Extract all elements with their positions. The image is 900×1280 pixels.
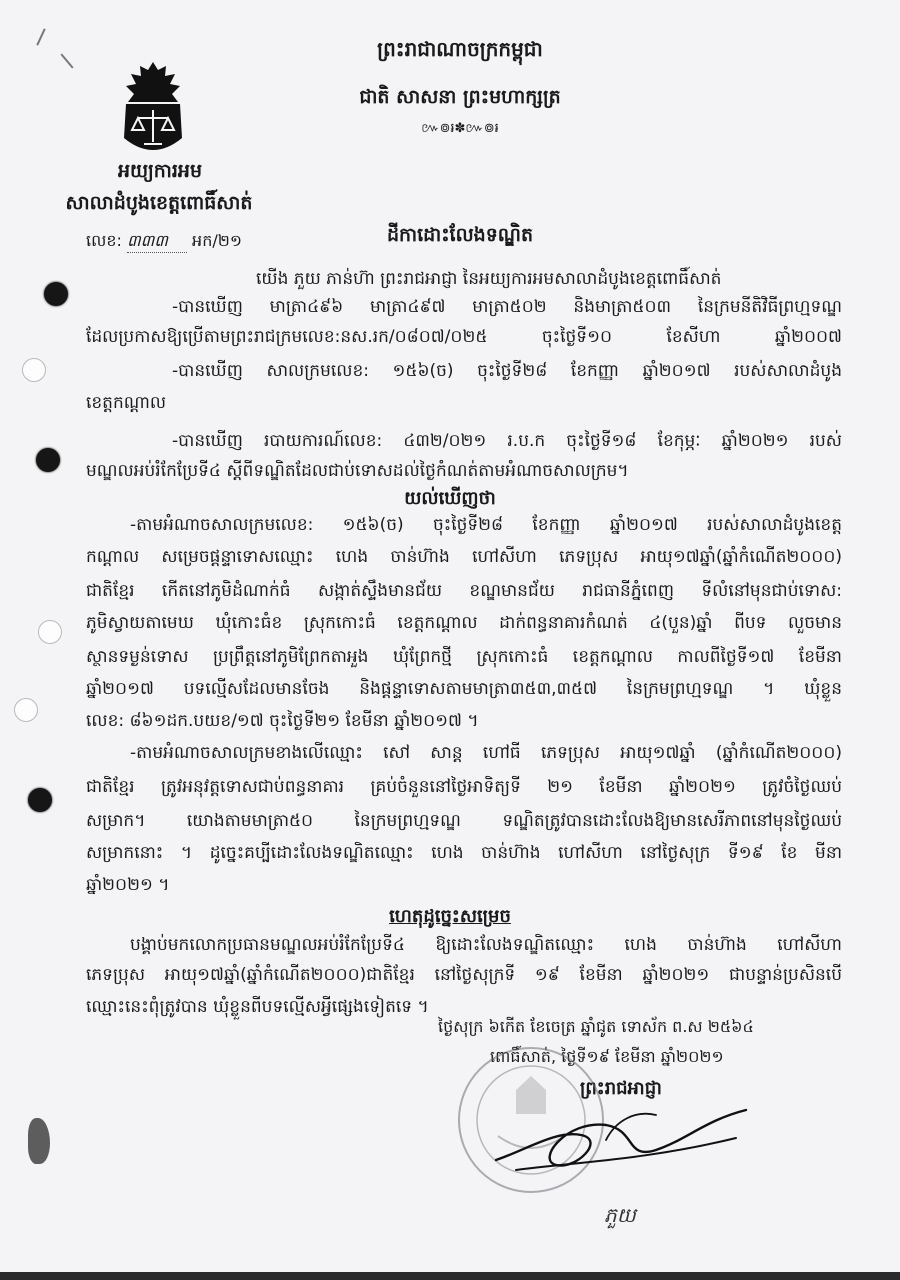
section-heading: ហេតុដូច្នេះសម្រេច	[389, 906, 511, 927]
body-line: ស្ថានទម្ងន់ទោស ប្រព្រឹត្តនៅភូមិព្រែកតាអួង ឃុំព្រែកថ្មី ស្រុកកោះធំ ខេត្តកណ្តាល កាលពីថ្ងៃទី១៧ ខែមីនា	[86, 647, 842, 667]
body-line: ភេទប្រុស អាយុ១៧ឆ្នាំ(ឆ្នាំកំណើត២០០០)ជាតិខ្មែរ នៅថ្ងៃសុក្រទី ១៩ ខែមីនា ឆ្នាំ២០២១ ជាបន្ទាន់ប្រសិនបើ	[86, 965, 842, 985]
kingdom-title: ព្រះរាជាណាចក្រកម្ពុជា	[377, 37, 543, 61]
body-line: កណ្ដាល សម្រេចផ្តន្ទាទោសឈ្មោះ ហេង ចាន់ហ៊ាង ហៅសីហា ភេទប្រុស អាយុ១៧ឆ្នាំ(ឆ្នាំកំណើត២០០០)	[86, 547, 842, 567]
body-line: ដែលប្រកាសឱ្យប្រើតាមព្រះរាជក្រមលេខ:នស.រក/០៨០៧/០២៥ ចុះថ្ងៃទី១០ ខែសីហា ឆ្នាំ២០០៧	[86, 327, 842, 347]
punch-hole	[36, 448, 60, 472]
punch-hole	[28, 788, 52, 812]
scan-mark	[28, 1118, 50, 1164]
ornament: ៚៙៛✽៚៙៛	[421, 121, 499, 136]
body-line: -តាមអំណាចសាលក្រមលេខ: ១៥៦(ច) ចុះថ្ងៃទី២៨ ខែកញ្ញា ឆ្នាំ២០១៧ របស់សាលាដំបូងខេត្ត	[130, 515, 842, 535]
handwritten-signature	[486, 1090, 766, 1180]
body-line: សម្រាកនោះ ។ ដូច្នេះគប្បីដោះលែងទណ្ឌិតឈ្មោះ ហេង ចាន់ហ៊ាង ហៅសីហា នៅថ្ងៃសុក្រ ទី១៩ ខែ មីនា	[86, 843, 842, 863]
punch-hole	[22, 358, 46, 382]
body-line: -បានឃើញ របាយការណ៍លេខ: ៤៣២/០២១ រ.ប.ក ចុះថ្ងៃទី១៨ ខែកុម្ភៈ ឆ្នាំ២០២១ របស់	[172, 431, 842, 451]
body-line: លេខ: ៨៦១ដក.បយខ/១៧ ចុះថ្ងៃទី២១ ខែមីនា ឆ្នាំ២០១៧ ។	[86, 711, 479, 731]
body-line: ឈ្មោះនេះពុំត្រូវបាន ឃុំខ្លួនពីបទល្មើសអ្វីផ្សេងទៀតទេ ។	[86, 997, 429, 1017]
ref-number: ៣៣៣	[127, 230, 187, 253]
body-line: -បានឃើញ មាត្រា៤៩៦ មាត្រា៤៩៧ មាត្រា៥០២ និងមាត្រា៥០៣ នៃក្រមនីតិវិធីព្រហ្មទណ្ឌ	[172, 297, 842, 317]
body-line: ជាតិខ្មែរ ត្រូវអនុវត្តទោសជាប់ពន្ធនាគារ គ្រប់ចំនួននៅថ្ងៃអាទិត្យទី ២១ ខែមីនា ឆ្នាំ២០២១ ត្រូវចំថ្ងៃឈប់	[86, 777, 842, 797]
body-line: មណ្ឌលអប់រំកែប្រែទី៤ ស្តីពីទណ្ឌិតដែលជាប់ទោសដល់ថ្ងៃកំណត់តាមអំណាចសាលក្រម។	[86, 461, 629, 481]
ref-prefix: លេខ:	[86, 231, 122, 250]
ministry-emblem	[118, 58, 188, 168]
punch-hole	[38, 620, 62, 644]
body-line: សម្រាក។ យោងតាមមាត្រា៥០ នៃក្រមព្រហ្មទណ្ឌ ទណ្ឌិតត្រូវបានដោះលែងឱ្យមានសេរីភាពនៅមុនថ្ងៃឈប់	[86, 811, 842, 831]
office-name-line1: អយ្យការអម	[117, 160, 203, 182]
body-line: បង្គាប់មកលោកប្រធានមណ្ឌលអប់រំកែប្រែទី៤ ឱ្យដោះលែងទណ្ឌិតឈ្មោះ ហេង ចាន់ហ៊ាង ហៅសីហា	[130, 935, 842, 955]
place-date: ពោធិ៍សាត់, ថ្ងៃទី១៩ ខែមីនា ឆ្នាំ២០២១	[490, 1047, 724, 1066]
signer-initial: ភួយ	[604, 1203, 636, 1227]
reference-number	[86, 230, 242, 253]
document-title: ដីកាដោះលែងទណ្ឌិត	[386, 224, 534, 246]
body-line: -បានឃើញ សាលក្រមលេខ: ១៥៦(ច) ចុះថ្ងៃទី២៨ ខែកញ្ញា ឆ្នាំ២០១៧ របស់សាលាដំបូង	[172, 361, 842, 381]
body-line: ភូមិស្វាយតាមេឃ ឃុំកោះធំខ ស្រុកកោះធំ ខេត្តកណ្តាល ដាក់ពន្ធនាគារកំណត់ ៤(បួន)ឆ្នាំ ពីបទ លួចមាន	[86, 613, 842, 633]
lunar-date: ថ្ងៃសុក្រ ៦កើត ខែចេត្រ ឆ្នាំជូត ទោស័ក ព.ស ២៥៦៤	[438, 1017, 754, 1036]
office-name-line2: សាលាដំបូងខេត្តពោធិ៍សាត់	[65, 192, 253, 214]
punch-hole	[14, 698, 38, 722]
ref-suffix: អក/២១	[192, 231, 242, 250]
punch-hole	[44, 282, 68, 306]
national-motto: ជាតិ សាសនា ព្រះមហាក្សត្រ	[359, 86, 561, 108]
body-line: ឆ្នាំ២០២១ ។	[86, 875, 170, 895]
section-heading: យល់ឃើញថា	[404, 488, 496, 509]
body-line: ឆ្នាំ២០១៧ បទល្មើសដែលមានចែង និងផ្តន្ទាទោសតាមមាត្រា៣៥៣,៣៥៧ នៃក្រមព្រហ្មទណ្ឌ ។ ឃុំខ្លួន	[86, 679, 842, 699]
body-line: ជាតិខ្មែរ កើតនៅភូមិដំណាក់ធំ សង្កាត់ស្ទឹងមានជ័យ ខណ្ឌមានជ័យ រាជធានីភ្នំពេញ ទីលំនៅមុនជាប់ទោស:	[86, 581, 842, 601]
signatory-role: ព្រះរាជអាជ្ញា	[580, 1078, 662, 1099]
body-line: -តាមអំណាចសាលក្រមខាងលើឈ្មោះ សៅ សាន្ត ហៅធី ភេទប្រុស អាយុ១៧ឆ្នាំ (ឆ្នាំកំណើត២០០០)	[130, 743, 842, 763]
scan-mark	[36, 28, 45, 45]
scan-mark	[60, 53, 73, 68]
intro-line: យើង ភួយ ភាន់ហ៊ា ព្រះរាជអាជ្ញា នៃអយ្យការអមសាលាដំបូងខេត្តពោធិ៍សាត់	[256, 269, 722, 289]
body-line: ខេត្តកណ្ដាល	[86, 393, 167, 413]
